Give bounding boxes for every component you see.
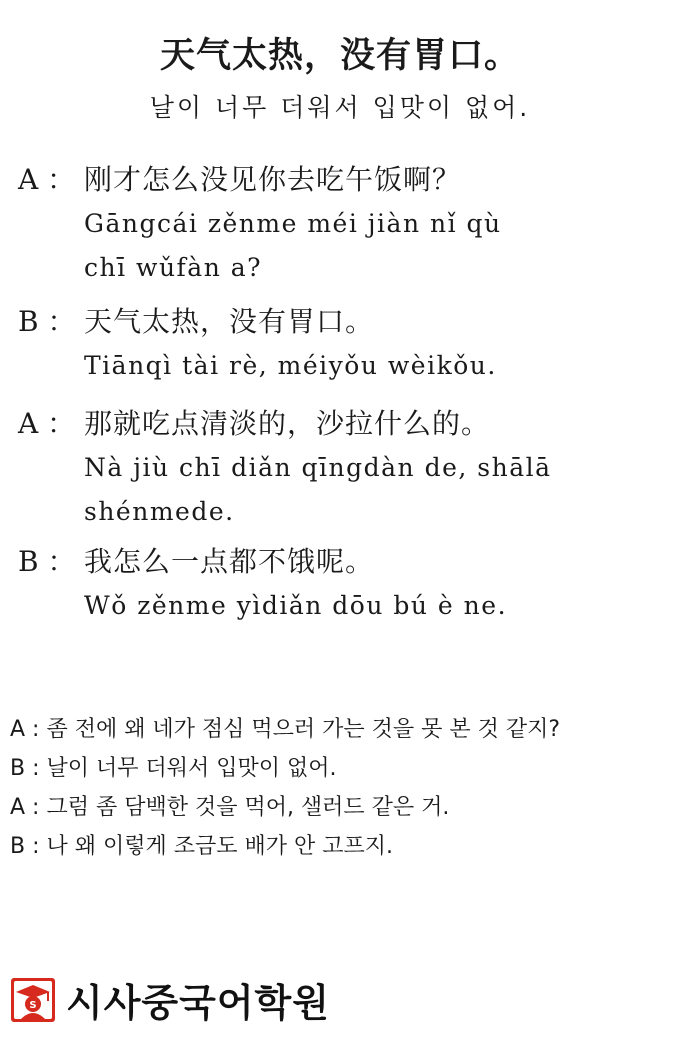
dialog-line-1 — [18, 158, 668, 290]
chinese-text: 我怎么一点都不饿呢。 — [84, 545, 375, 578]
svg-text:S: S — [29, 999, 37, 1011]
brand-footer — [10, 972, 330, 1027]
korean-translation — [10, 710, 670, 866]
dialog-line-4 — [18, 540, 668, 628]
speaker-label: A ： — [18, 407, 76, 440]
pinyin-text: chī wǔfàn a? — [84, 253, 263, 282]
pinyin-text: Tiānqì tài rè, méiyǒu wèikǒu. — [84, 351, 497, 380]
translation-line: A : 그럼 좀 담백한 것을 먹어, 샐러드 같은 거. — [10, 795, 450, 820]
translation-line: A : 좀 전에 왜 네가 점심 먹으러 가는 것을 못 본 것 같지? — [10, 717, 561, 742]
speaker-label: A ： — [18, 163, 76, 196]
page-subtitle: 날이 너무 더워서 입맛이 없어. — [149, 93, 531, 122]
translation-line: B : 날이 너무 더워서 입맛이 없어. — [10, 756, 337, 781]
pinyin-text: shénmede. — [84, 497, 235, 526]
brand-name: 시사중국어학원 — [66, 981, 330, 1025]
chinese-text: 刚才怎么没见你去吃午饭啊？ — [84, 163, 462, 196]
chinese-text: 天气太热，没有胃口。 — [84, 305, 375, 338]
dialog-line-3 — [18, 402, 668, 534]
graduate-logo-icon — [10, 977, 56, 1023]
page-title: 天气太热，没有胃口。 — [159, 36, 520, 76]
chinese-text: 那就吃点清淡的，沙拉什么的。 — [84, 407, 491, 440]
dialog-line-2 — [18, 300, 668, 388]
pinyin-text: Wǒ zěnme yìdiǎn dōu bú è ne. — [84, 591, 508, 620]
pinyin-text: Nà jiù chī diǎn qīngdàn de, shālā — [84, 453, 552, 482]
translation-line: B : 나 왜 이렇게 조금도 배가 안 고프지. — [10, 834, 393, 859]
pinyin-text: Gāngcái zěnme méi jiàn nǐ qù — [84, 209, 502, 238]
speaker-label: B ： — [18, 305, 76, 338]
speaker-label: B ： — [18, 545, 76, 578]
